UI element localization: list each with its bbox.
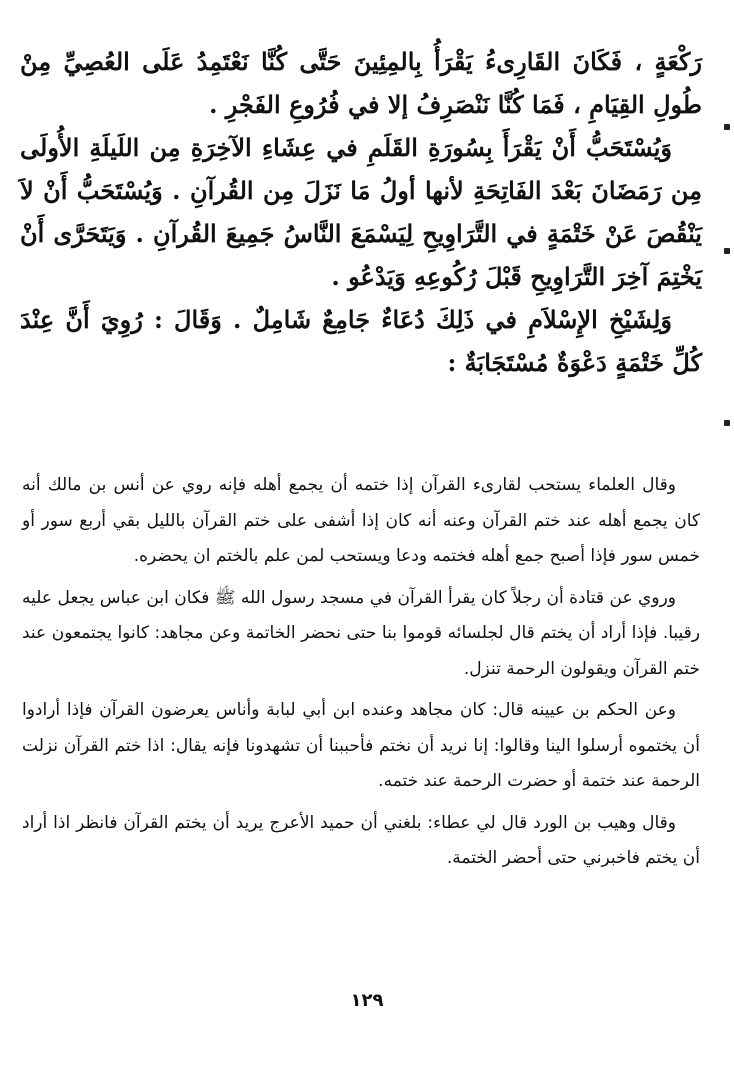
footnote-paragraph: وقال العلماء يستحب لقارىء القرآن إذا ختمه أن يجمع أهله فإنه روي عن أنس بن مالك أنه كان يجمع أهله عند ختم القرآن وعنه أنه كان إذا أشفى على ختم القرآن بالليل بقي أربع سور أو خمس سور فإذا أصبح جمع أهله فختمه ودعا ويستحب لمن علم بالختم ان يحضره. [22,475,700,566]
margin-mark [724,124,730,130]
main-paragraph: وَيُسْتَحَبُّ أَنْ يَقْرَأَ بِسُورَةِ القَلَمِ في عِشَاءِ الآخِرَةِ مِن اللَيلَةِ الأُولَى مِن رَمَضَانَ بَعْدَ الفَاتِحَةِ لأنها أولُ مَا نَزَلَ مِن القُرآنِ . وَيُسْتَحَبُّ أَنْ لاَ يَنْقُصَ عَنْ خَتْمَةٍ في التَّرَاوِيحِ لِيَسْمَعَ النَّاسُ جَمِيعَ القُرآنِ . وَيَتَحَرَّى أَنْ يَخْتِمَ آخِرَ التَّرَاوِيحِ قَبْلَ رُكُوعِهِ وَيَدْعُو . [20,133,702,291]
footnote-block [22,468,700,883]
main-paragraph: رَكْعَةٍ ، فَكَانَ القَارِىءُ يَقْرَأُ بِالمِئِينَ حَتَّى كُنَّا نَعْتَمِدُ عَلَى العُصِيِّ مِنْ طُولِ القِيَامِ ، فَمَا كُنَّا نَنْصَرِفُ إلا في فُرُوعِ الفَجْرِ . [20,47,702,119]
main-paragraph: وَلِشَيْخِ الإِسْلاَمِ في ذَلِكَ دُعَاءٌ جَامِعٌ شَامِلٌ . وَقَالَ : رُوِيَ أَنَّ عِنْدَ كُلِّ خَتْمَةٍ دَعْوَةٌ مُسْتَجَابَةٌ : [20,305,702,377]
page-number: ١٢٩ [350,990,384,1011]
footnote-paragraph: وقال وهيب بن الورد قال لي عطاء: بلغني أن حميد الأعرج يريد أن يختم القرآن فانظر اذا أراد أن يختم فاخبرني حتى أحضر الختمة. [22,812,700,868]
margin-mark [724,248,730,254]
footnote-paragraph: وعن الحكم بن عيينه قال: كان مجاهد وعنده ابن أبي لبابة وأناس يعرضون القرآن فإذا أرادوا أن يختموه أرسلوا الينا وقالوا: إنا نريد أن نختم فأحببنا أن تشهدونا فإنه يقال: اذا ختم القرآن نزلت الرحمة عند ختمة أو حضرت الرحمة عند ختمه. [22,700,700,791]
main-text-block [20,40,702,384]
footnote-paragraph: وروي عن قتادة أن رجلاً كان يقرأ القرآن في مسجد رسول الله ﷺ فكان ابن عباس يجعل عليه رقيبا. فإذا أراد أن يختم قال لجلسائه قوموا بنا حتى نحضر الخاتمة وعن مجاهد: كانوا يجتمعون عند ختم القرآن ويقولون الرحمة تنزل. [22,587,700,679]
margin-mark [724,420,730,426]
